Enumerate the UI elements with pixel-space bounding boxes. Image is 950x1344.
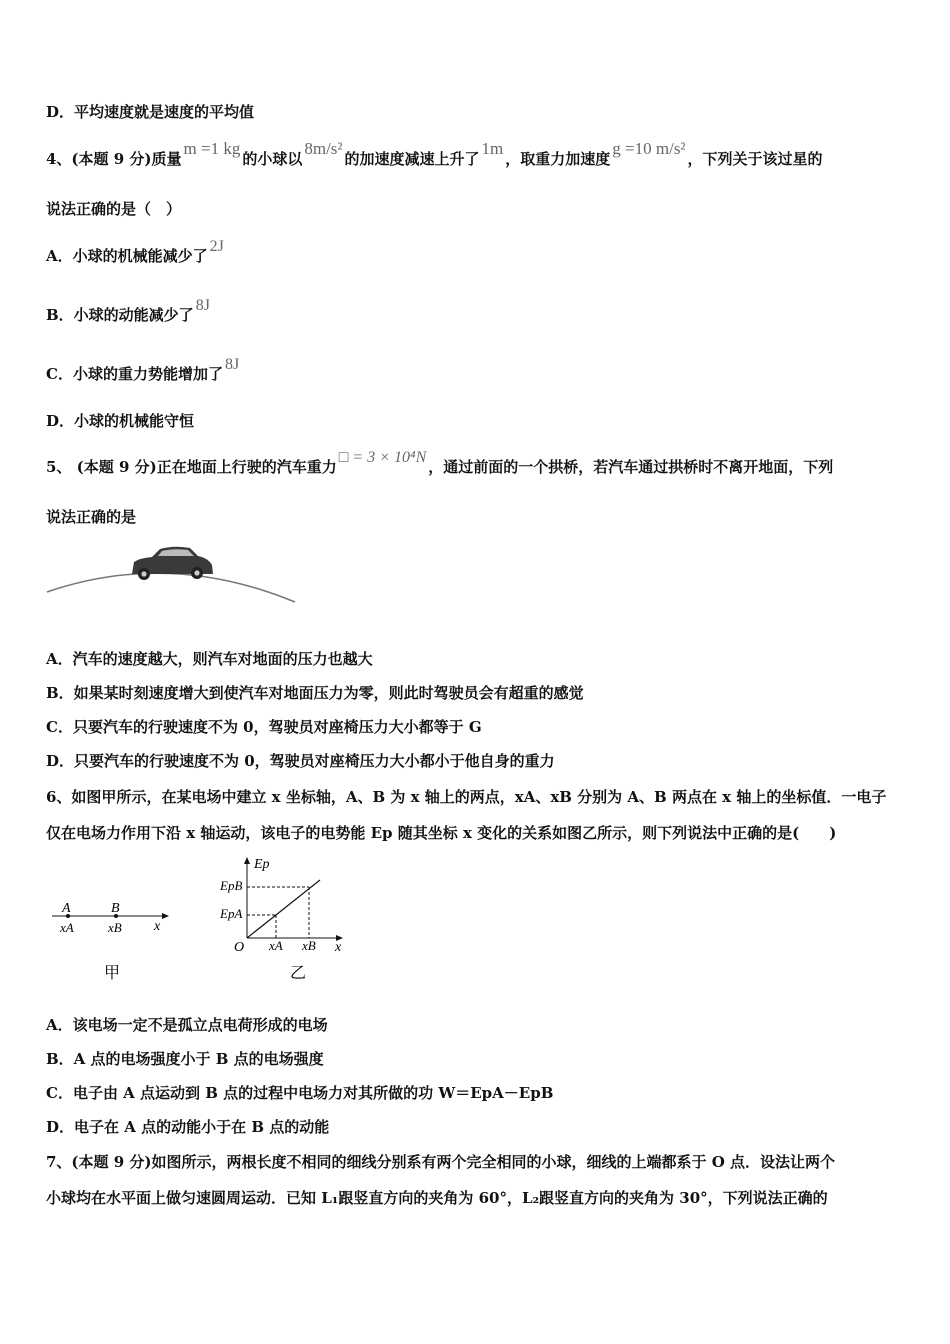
q4-gravity-formula: g =10 m/s²	[612, 139, 686, 158]
car-on-bridge-figure	[44, 538, 300, 610]
q7-stem-line1: 7、(本题 9 分)如图所示，两根长度不相同的细线分别系有两个完全相同的小球，细线的上端都系于 O 点．设法让两个	[46, 1153, 836, 1171]
q5-stem-line1	[46, 449, 834, 479]
q5-option-c: C．只要汽车的行驶速度不为 0，驾驶员对座椅压力大小都等于 G	[46, 718, 482, 736]
q5-stem-post: ，通过前面的一个拱桥，若汽车通过拱桥时不离开地面，下列	[428, 458, 834, 476]
q5-stem-pre: 5、 (本题 9 分)正在地面上行驶的汽车重力	[46, 458, 337, 476]
q5-option-a: A．汽车的速度越大，则汽车对地面的压力也越大	[46, 650, 373, 668]
q4-stem-pre: 4、(本题 9 分)质量	[46, 150, 182, 168]
q6-stem-line2: 仅在电场力作用下沿 x 轴运动，该电子的电势能 Ep 随其坐标 x 变化的关系如图乙所示，则下列说法中正确的是( )	[46, 824, 837, 842]
q4-option-c-text: C．小球的重力势能增加了	[46, 365, 223, 383]
q6-option-a: A．该电场一定不是孤立点电荷形成的电场	[46, 1016, 328, 1034]
xb-label: xB	[108, 920, 122, 935]
q6-option-c: C．电子由 A 点运动到 B 点的过程中电场力对其所做的功 W＝EpA－EpB	[46, 1084, 554, 1102]
figure-jia-caption: 甲	[104, 965, 121, 982]
xa-tick-label: xA	[269, 938, 283, 953]
q4-stem-t1: 的小球以	[242, 150, 303, 168]
q5-option-b: B．如果某时刻速度增大到使汽车对地面压力为零，则此时驾驶员会有超重的感觉	[46, 684, 584, 702]
q4-option-b-value: 8J	[195, 297, 210, 314]
q5-option-d: D．只要汽车的行驶速度不为 0，驾驶员对座椅压力大小都小于他自身的重力	[46, 752, 555, 770]
ep-axis-label: Ep	[254, 857, 270, 872]
q4-option-a-text: A．小球的机械能减少了	[46, 247, 208, 265]
q4-height-formula: 1m	[481, 139, 504, 158]
point-a-label: A	[62, 901, 71, 916]
q7-stem-line2: 小球均在水平面上做匀速圆周运动．已知 L₁跟竖直方向的夹角为 60°，L₂跟竖直方向的夹角为 30°，下列说法正确的	[46, 1189, 828, 1207]
car-icon	[132, 547, 213, 580]
q6-option-b: B．A 点的电场强度小于 B 点的电场强度	[46, 1050, 324, 1068]
q3-option-d: D．平均速度就是速度的平均值	[46, 103, 255, 121]
origin-label: O	[234, 940, 245, 955]
figure-yi-ep-graph	[218, 852, 358, 988]
q4-acceleration-formula: 8m/s²	[304, 139, 343, 158]
q4-mass-formula: m =1 kg	[183, 139, 241, 158]
point-b-label: B	[111, 901, 120, 916]
q4-stem-t2: 的加速度减速上升了	[344, 150, 480, 168]
q5-weight-formula: □ = 3 × 10⁴N	[338, 449, 427, 466]
q6-stem-line1: 6、如图甲所示，在某电场中建立 x 坐标轴，A、B 为 x 轴上的两点，xA、xB 分别为 A、B 两点在 x 轴上的坐标值．一电子	[46, 788, 887, 806]
x-axis-label-yi: x	[335, 940, 342, 955]
q4-option-c	[46, 356, 241, 386]
xa-label: xA	[60, 920, 74, 935]
figure-jia-x-axis	[46, 894, 176, 990]
q6-option-d: D．电子在 A 点的动能小于在 B 点的动能	[46, 1118, 330, 1136]
xb-tick-label: xB	[302, 938, 316, 953]
q4-option-b	[46, 297, 212, 327]
q4-option-c-value: 8J	[224, 356, 240, 373]
epb-label: EpB	[220, 878, 243, 893]
q5-stem-line2: 说法正确的是	[46, 508, 137, 526]
q4-option-a	[46, 238, 226, 268]
figure-yi-caption: 乙	[290, 965, 307, 982]
q4-stem-line1	[46, 139, 823, 170]
q4-stem-t3: ，取重力加速度	[505, 150, 611, 168]
bridge-arc	[47, 573, 295, 602]
q4-stem-line2: 说法正确的是（ ）	[46, 200, 182, 218]
x-axis-label: x	[154, 919, 161, 934]
q4-stem-t4: ，下列关于该过星的	[687, 150, 823, 168]
epa-label: EpA	[220, 906, 243, 921]
q4-option-a-value: 2J	[209, 238, 224, 255]
q4-option-d: D．小球的机械能守恒	[46, 412, 195, 430]
q4-option-b-text: B．小球的动能减少了	[46, 306, 194, 324]
